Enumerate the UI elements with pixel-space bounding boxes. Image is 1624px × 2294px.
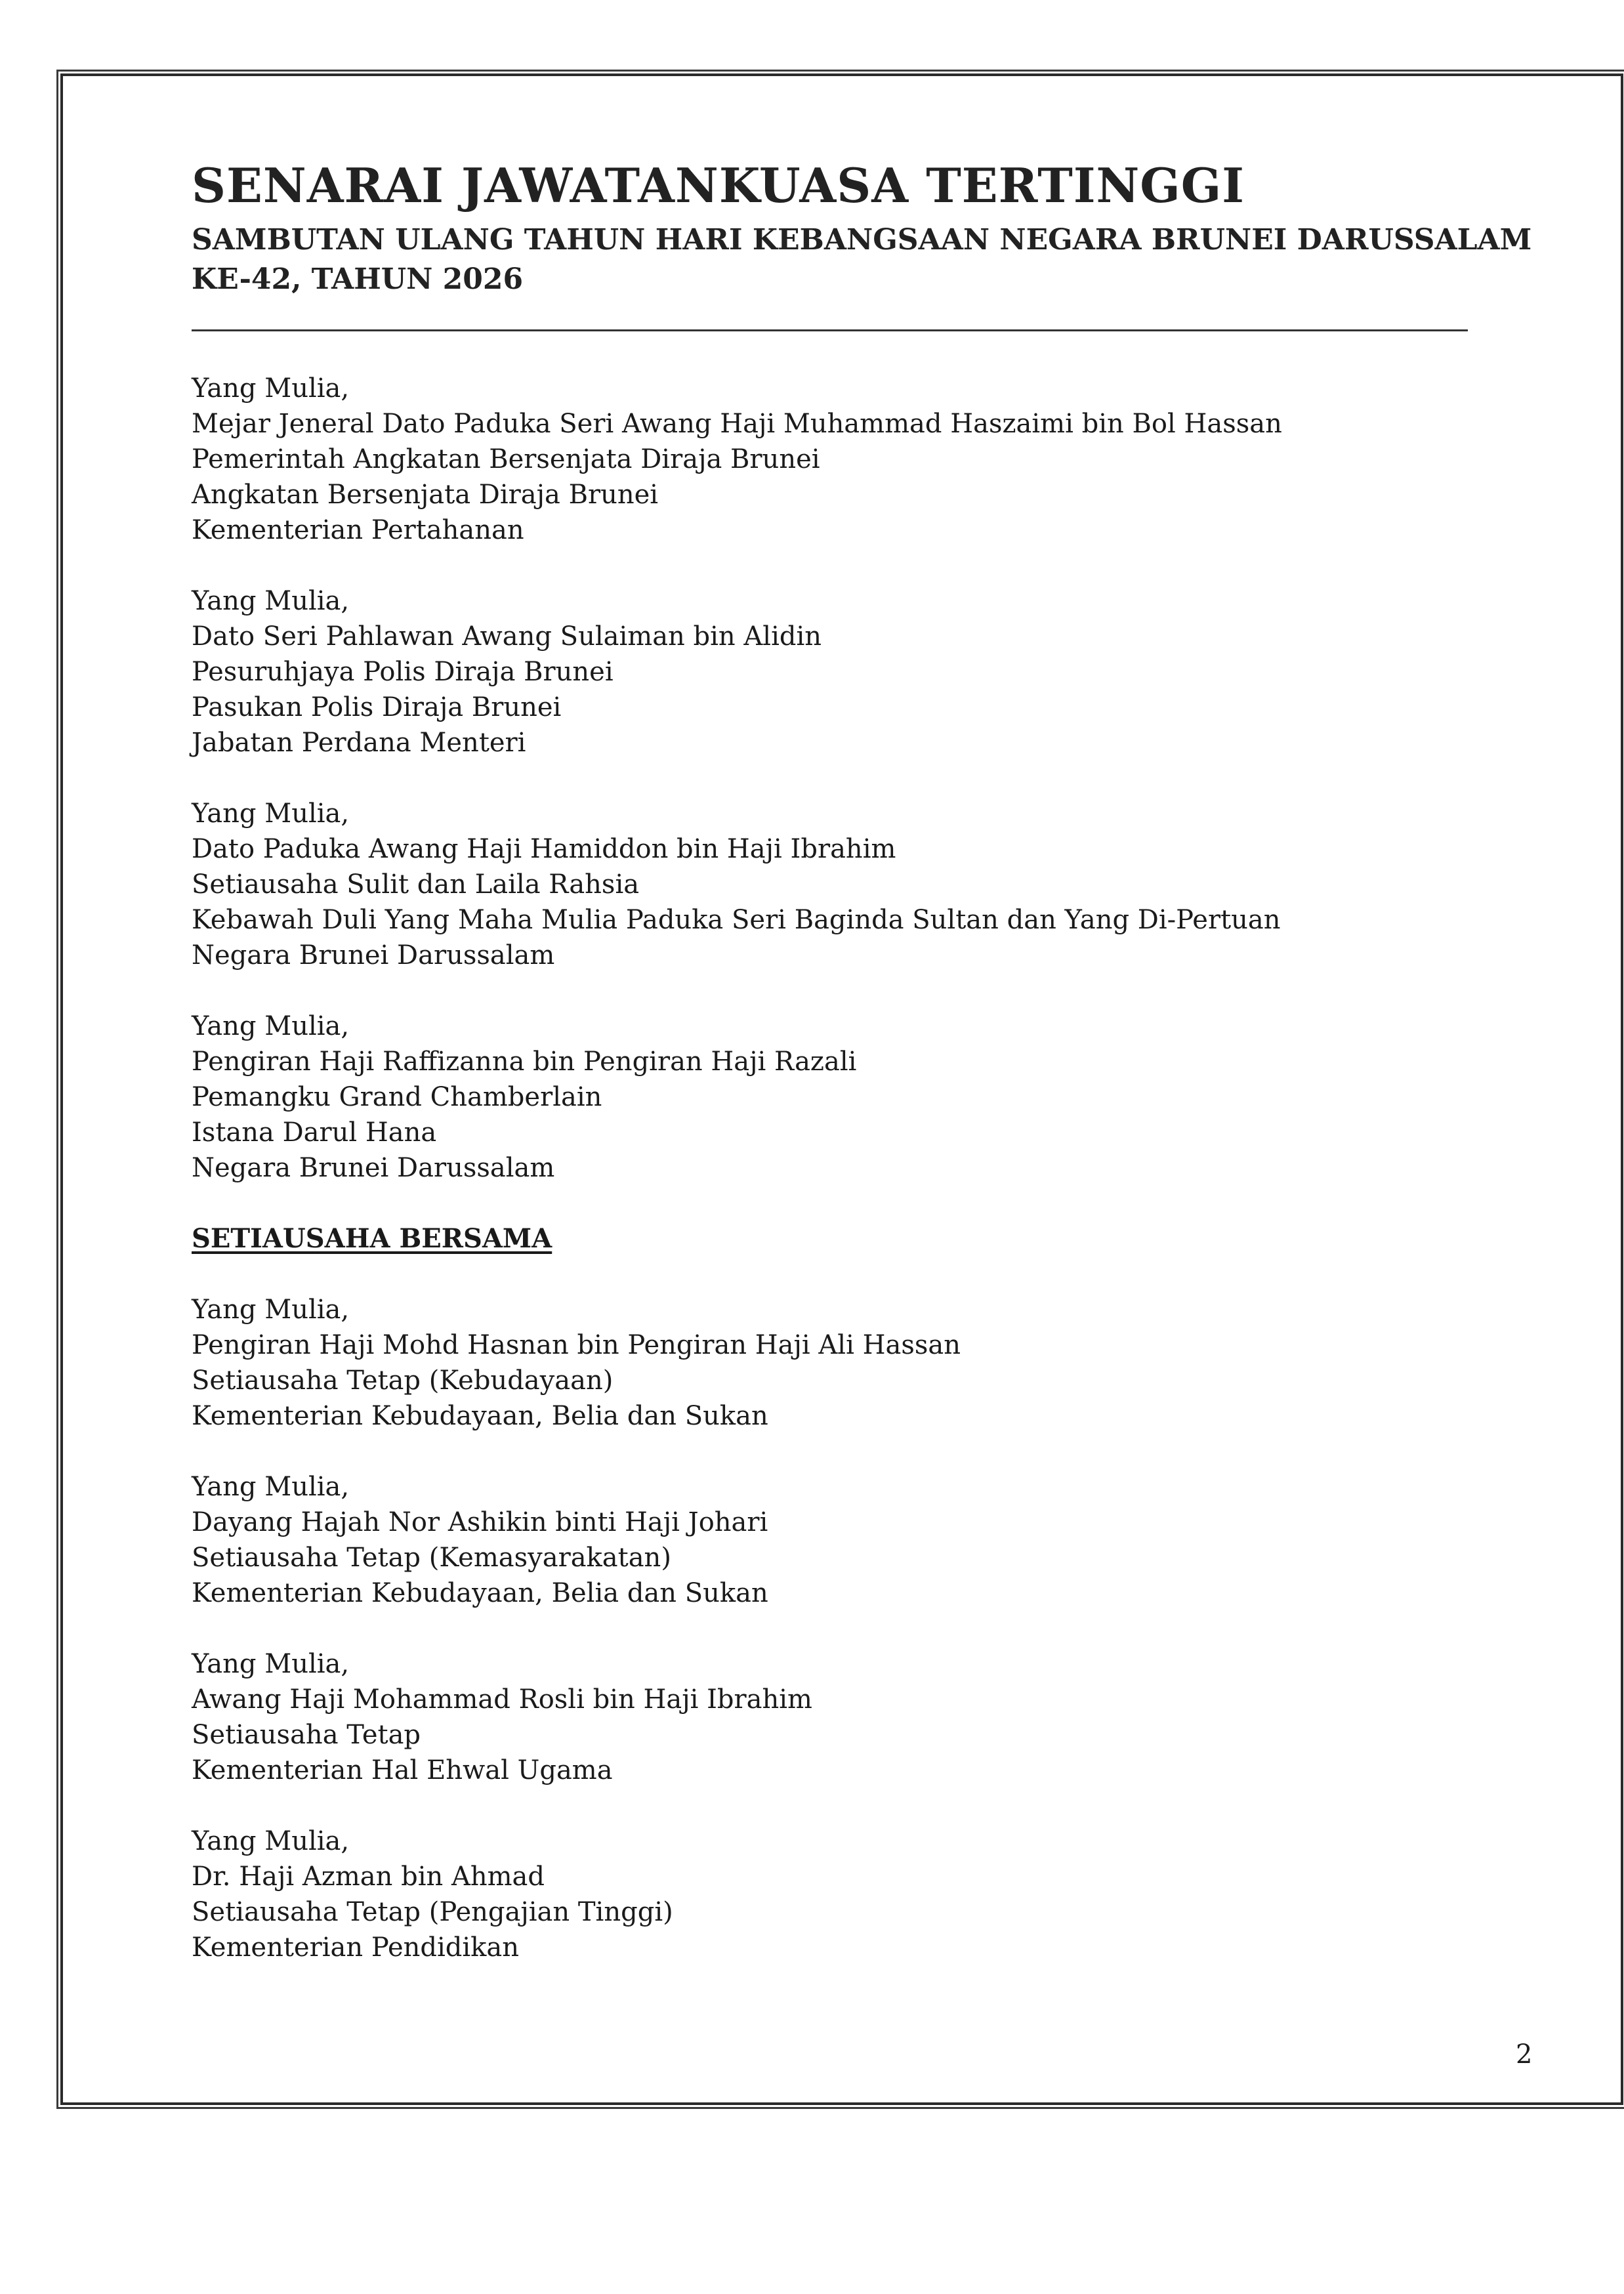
member-entry [192,1646,1471,1788]
member-entry [192,583,1471,761]
member-department: Istana Darul Hana [192,1117,437,1148]
member-name: Dato Seri Pahlawan Awang Sulaiman bin Alidin [192,621,822,652]
page-subtitle-line2: KE-42, TAHUN 2026 [192,262,524,296]
member-position: Pesuruhjaya Polis Diraja Brunei [192,657,614,687]
member-name: Pengiran Haji Mohd Hasnan bin Pengiran Haji Ali Hassan [192,1330,961,1360]
honorific: Yang Mulia, [192,1472,350,1502]
header-divider [192,329,1468,331]
honorific: Yang Mulia, [192,1649,350,1679]
member-ministry: Kementerian Kebudayaan, Belia dan Sukan [192,1578,768,1608]
member-position: Setiausaha Sulit dan Laila Rahsia [192,869,640,900]
member-position: Setiausaha Tetap (Pengajian Tinggi) [192,1897,673,1927]
member-entry [192,1824,1471,1965]
member-entry [192,371,1471,548]
member-department: Kebawah Duli Yang Maha Mulia Paduka Seri Baginda Sultan dan Yang Di-Pertuan [192,905,1281,935]
member-entry [192,1469,1471,1611]
member-name: Dr. Haji Azman bin Ahmad [192,1862,545,1892]
honorific: Yang Mulia, [192,1011,350,1041]
page-number: 2 [1516,2039,1533,2070]
member-department: Angkatan Bersenjata Diraja Brunei [192,480,659,510]
member-ministry: Kementerian Kebudayaan, Belia dan Sukan [192,1401,768,1431]
honorific: Yang Mulia, [192,373,350,404]
member-name: Dayang Hajah Nor Ashikin binti Haji Johari [192,1507,768,1537]
member-ministry: Jabatan Perdana Menteri [192,728,526,758]
section-heading-setiausaha-bersama: SETIAUSAHA BERSAMA [192,1223,552,1254]
member-ministry: Kementerian Pendidikan [192,1932,520,1963]
member-department: Pasukan Polis Diraja Brunei [192,692,562,722]
member-name: Pengiran Haji Raffizanna bin Pengiran Haji Razali [192,1047,857,1077]
honorific: Yang Mulia, [192,799,350,829]
member-entry [192,796,1471,973]
member-entry [192,1292,1471,1434]
honorific: Yang Mulia, [192,1826,350,1856]
member-ministry: Kementerian Hal Ehwal Ugama [192,1755,613,1785]
member-position: Setiausaha Tetap [192,1720,421,1750]
honorific: Yang Mulia, [192,1295,350,1325]
member-name: Mejar Jeneral Dato Paduka Seri Awang Haji Muhammad Haszaimi bin Bol Hassan [192,409,1282,439]
page-title: SENARAI JAWATANKUASA TERTINGGI [192,157,1245,213]
member-position: Pemerintah Angkatan Bersenjata Diraja Brunei [192,444,820,474]
member-position: Setiausaha Tetap (Kemasyarakatan) [192,1543,671,1573]
member-ministry: Negara Brunei Darussalam [192,1153,555,1183]
member-position: Pemangku Grand Chamberlain [192,1082,602,1112]
member-ministry: Negara Brunei Darussalam [192,940,555,970]
committee-list [192,371,1471,2001]
member-entry [192,1009,1471,1186]
member-position: Setiausaha Tetap (Kebudayaan) [192,1366,614,1396]
member-ministry: Kementerian Pertahanan [192,515,524,545]
page-subtitle-line1: SAMBUTAN ULANG TAHUN HARI KEBANGSAAN NEGARA BRUNEI DARUSSALAM [192,223,1532,257]
member-name: Awang Haji Mohammad Rosli bin Haji Ibrahim [192,1684,812,1715]
member-name: Dato Paduka Awang Haji Hamiddon bin Haji Ibrahim [192,834,896,864]
honorific: Yang Mulia, [192,586,350,616]
